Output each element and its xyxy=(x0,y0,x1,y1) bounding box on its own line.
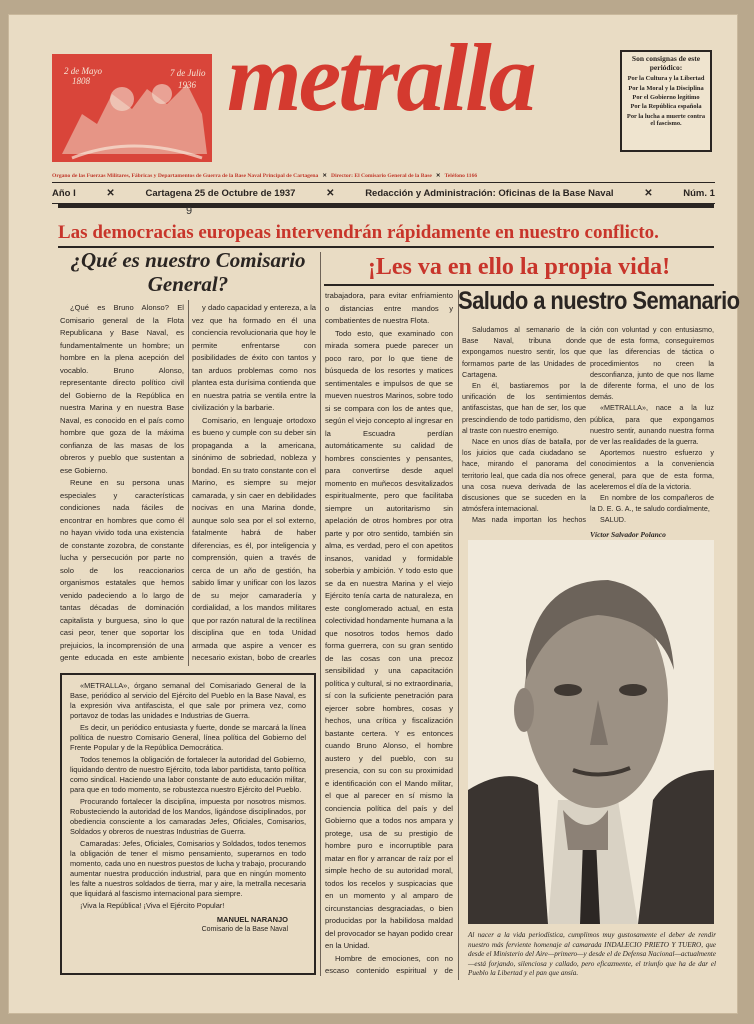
banner-headline: Las democracias europeas intervendrán rápidamente en nuestro conflicto. xyxy=(58,222,659,243)
article-column xyxy=(60,302,184,666)
paragraph: «METRALLA», órgano semanal del Comisariado General de la Base, periódico al servicio del Ejército del Pueblo en la Base Naval, es la expresión viva antifascista, el que sale por primera vez, como portavoz de todas las unidades e Industrias de Guerra. xyxy=(70,681,306,720)
organo-text: Organo de las Fuerzas Militares, Fábricas y Departamentos de Guerra de la Base Naval Principal de Cartagena xyxy=(52,173,319,179)
svg-text:1936: 1936 xyxy=(178,80,196,90)
paragraph: Hombre de emociones, con no escaso contenido espiritual y de xyxy=(325,953,453,975)
paragraph: trabajadora, para evitar enfriamiento o distancias entre mandos y combatientes de nuestra Flota. xyxy=(325,291,453,325)
paragraph: Reune en su persona unas especiales y características condiciones nada fáciles de encontrar en hombres que como él no hayan vivido toda una existencia de constante zozobra, de constante lucha y persecución por parte no solo de los reaccionarios organismos estatales que hemos venido padeciendo a lo largo de tantas décadas de dominación capitalista y burguesa, sino lo que casi peor, tener que soportar los prejuicios, la incomprensión de una gente educada en este ambiente xyxy=(60,478,184,662)
consignas-heading: Son consignas de este periódico: xyxy=(631,54,701,72)
saludo-signature: Víctor Salvador Polanco xyxy=(590,530,666,539)
pencil-mark: 9 xyxy=(186,205,193,217)
issue-number: Núm. 1 xyxy=(683,187,715,199)
director-text: Director: El Comisario General de la Base xyxy=(331,173,432,179)
paragraph: Comisario, en lenguaje ortodoxo es bueno y cumple con su deber sin propaganda a la americana, sinónimo de sobriedad, nobleza y bondad. En su trato constante con el Marino, es siempre su mejor camarada, y sin caer en debilidades nocivas en una Marina donde, aunque solo sea por el sol externo, fatalmente habrá de haber diferencias, es él, por inteligencia y comprensión, quien a través de cerca de un año de gestión, ha sabido limar y unificar con los lazos de su mejor camaradería y cordialidad, a los mandos militares que por razón natural de la rectilínea disciplina que en toda Unidad armada que aspire a vencer es necesario existan, bobo de crearles xyxy=(192,415,316,662)
column-rule xyxy=(320,252,321,976)
paragraph: Todos tenemos la obligación de fortalecer la autoridad del Gobierno, liquidando dentro de nuestro Ejército, toda labor partidista, tanto política como sindical. Haciendo una labor constante de auto educación militar, para que en todo momento, se robustezca nuestro Ejército del Pueblo. xyxy=(70,755,306,794)
svg-text:1808: 1808 xyxy=(72,76,90,86)
separator-icon: ✕ xyxy=(106,187,115,199)
logo-illustration xyxy=(52,54,212,162)
article-column xyxy=(590,324,714,528)
portrait-photo xyxy=(468,540,714,924)
paragraph: Camaradas: Jefes, Oficiales, Comisarios y Soldados, todos tenemos la obligación de tener el mismo pensamiento, superarnos en todo momento, cada uno en nuestros puestos de lucha y trabajo, procurando aumentar nuestra producción industrial, para que en ningún momento les falte a nuestros soldados de tierra, mar y aire, la metralla necesaria que liquidará al fascismo internacional para siempre. xyxy=(70,839,306,898)
consigna-item: Por la lucha a muerte contra el fascismo. xyxy=(626,112,706,128)
paragraph: Es decir, un periódico entusiasta y fuerte, donde se marcará la línea política de nuestro Comisario General, línea política del Gobierno del Frente Popular y de la República Democrática. xyxy=(70,723,306,752)
editorial-box xyxy=(60,673,316,975)
paragraph: «METRALLA», nace a la luz pública, para que expongamos nuestro sentir, aunando nuestra forma de ver las realidades de la guerra. xyxy=(590,403,714,447)
paragraph: SALUD. xyxy=(600,515,626,525)
article-column xyxy=(462,324,586,528)
paragraph: Aportemos nuestro esfuerzo y conocimientos a la conveniencia general, para que de esta forma, aceleremos el día de la victoria. xyxy=(590,448,714,491)
issue-year: Año I xyxy=(52,187,76,199)
article-column xyxy=(192,302,316,666)
organo-line: Organo de las Fuerzas Militares, Fábricas y Departamentos de Guerra de la Base Naval Principal de Cartagena ✕ Director: El Comisario General de la Base ✕ Teléfono 1166 xyxy=(52,173,478,179)
paragraph: ¿Qué es Bruno Alonso? El Comisario general de la Flota Republicana y Base Naval, es fundamentalmente un hombre; un hombre en la plena acepción del vocablo. Bruno Alonso, representante directo político civil del Gobierno de la República en nuestra Marina y en nuestra Base Naval, es conocido en el país como hombre que goza de la máxima confianza de las masas de los obreros y pueblo que sustentan a ese Gobierno. xyxy=(60,303,184,475)
column-rule xyxy=(188,300,189,666)
vida-headline: ¡Les va en ello la propia vida! xyxy=(367,254,671,280)
consignas-box xyxy=(620,50,712,152)
photo-caption: Al nacer a la vida periodística, cumplimos muy gustosamente el deber de rendir nuestro más ferviente homenaje al camarada INDALECIO PRIETO Y TUERO, que desde el Ministerio del Aire—primero—y desde el de Defensa Nacional—actualmente—está forjando, silenciosa y callado, pero eficazmente, el triunfo que ha de dar el Pueblo la Libertad y el pan que ansía. xyxy=(468,931,716,978)
article-headline: ¿Qué es nuestro Comisario General? xyxy=(70,248,306,297)
paragraph: Saludamos al semanario de la Base Naval, tribuna donde expongamos nuestro sentir, los que formamos parte de las Unidades de Cartagena. xyxy=(462,325,586,379)
paragraph: Todo esto, que examinado con mirada somera puede parecer un poco raro, por lo que tiene de búsqueda de los resortes y matices sentimentales e impulsos de que se mueven nuestros Marinos, sobre todo si se compara con los de antes que, según el viejo concepto al ingresar en la Escuadra perdían automáticamente su calidad de hombres conscientes y pensantes, para convertirse desde aquel momento en muñecos desvitalizados espiritualmente, pero que facilitaba siempre un autoritarismo sin apelación de otros hombres por otra parte y por otro sentido, también sin alma, es verdad, pero el con apetitos insanos, vanidad y formidable soberbia y ambición. Y todo esto que se da en nuestra Marina y el viejo Ejército tenía carta de naturaleza, en este conglomerado actual, en esta colectividad hondamente humana a la que nosotros todos hemos dado forma guerrera, con su gran sentido de las cosas con una precoz sensibilidad y una capacitación política y cultural, si no extraordinaria, sí con la suficiente penetración para ejercer sobre hombres, cosas y hechos, una crítica y fiscalización bastante certera. Y es entonces cuando Bruno Alonso, el hombre austero y del pueblo, con su presencia, con su con su proximidad e identificación con el Mando militar, el que al parecer en sí mismo la conciencia política del país y del Gobierno que a todos nos ampara y protege, usa de su prestigio de hombre puro e incorruptible para matar en flor y arrancar de raíz por el simple hecho de su autoridad moral, todos los recelos y suspicacias que en un momento y al amparo de circunstancias desgraciadas, o bien producidas por la habilidosa maldad del provocador se hayan podido crear en la Unidad. xyxy=(325,328,453,950)
paragraph: En nombre de los compañeros de la D. E. G. A., te saludo cordialmente, xyxy=(590,493,714,514)
saludo-headline: Saludo a nuestro Semanario xyxy=(458,286,740,315)
paragraph: ción con voluntad y con entusiasmo, que de esta forma, conseguiremos que las diferencias de táctica o procedimientos no creen la desconfianza, junto de que nos llame de diferente forma, el uno de los demás. xyxy=(590,325,714,402)
issue-date: Cartagena 25 de Octubre de 1937 xyxy=(145,187,296,199)
signature-name: MANUEL NARANJO xyxy=(216,915,288,924)
paragraph: ¡Viva la República! ¡Viva el Ejército Popular! xyxy=(80,901,225,910)
separator-icon: ✕ xyxy=(326,187,335,199)
consigna-item: Por la Cultura y la Libertad xyxy=(627,75,705,83)
signature-role: Comisario de la Base Naval xyxy=(201,926,288,933)
paragraph: Nace en unos días de batalla, por los juicios que cada ciudadano se hace, mirando el panorama del territorio leal, que cada día nos ofrece una cosa nueva derivada de las discusiones que se suceden en la atmósfera internacional. xyxy=(462,437,586,514)
redaccion-text: Redacción y Administración: Oficinas de la Base Naval xyxy=(365,187,614,199)
issue-info-line xyxy=(52,182,715,204)
paragraph: y dado capacidad y entereza, a la vez que ha formado en él una conciencia revolucionaria que hoy le permite enfrentarse con posibilidades de éxito con tantos y tan arduos problemas como nos plantea esta durísima contienda que en nuestra patria se ventila entre la civilización y la barbarie. xyxy=(192,303,316,412)
consigna-item: Por la República española xyxy=(630,103,702,111)
consigna-item: Por la Moral y la Disciplina xyxy=(628,84,704,92)
svg-text:7 de Julio: 7 de Julio xyxy=(170,68,206,78)
consigna-item: Por el Gobierno legítimo xyxy=(632,93,700,101)
divider xyxy=(58,204,714,208)
paragraph: Mas nada importan los hechos xyxy=(472,515,586,525)
telefono-text: Teléfono 1166 xyxy=(444,173,478,179)
paragraph: En él, bastiaremos por la unificación de los sentimientos antifascistas, que han de ser, los que prescindiendo de todo partidismo, den al traste con nuestro enemigo. xyxy=(462,381,586,435)
column-rule xyxy=(458,290,459,980)
separator-icon: ✕ xyxy=(644,187,653,199)
masthead xyxy=(52,24,717,174)
article-column xyxy=(325,290,453,980)
paragraph: Procurando fortalecer la disciplina, impuesta por nosotros mismos. Robusteciendo la autoridad de los Mandos, ligándose disciplinados, por obediencia consciente a los camaradas Jefes, Oficiales, Comisarios, Soldados y obreros de nuestras Industrias de Guerra. xyxy=(70,797,306,836)
svg-text:2 de Mayo: 2 de Mayo xyxy=(64,66,102,76)
newspaper-title: metralla xyxy=(227,24,534,131)
